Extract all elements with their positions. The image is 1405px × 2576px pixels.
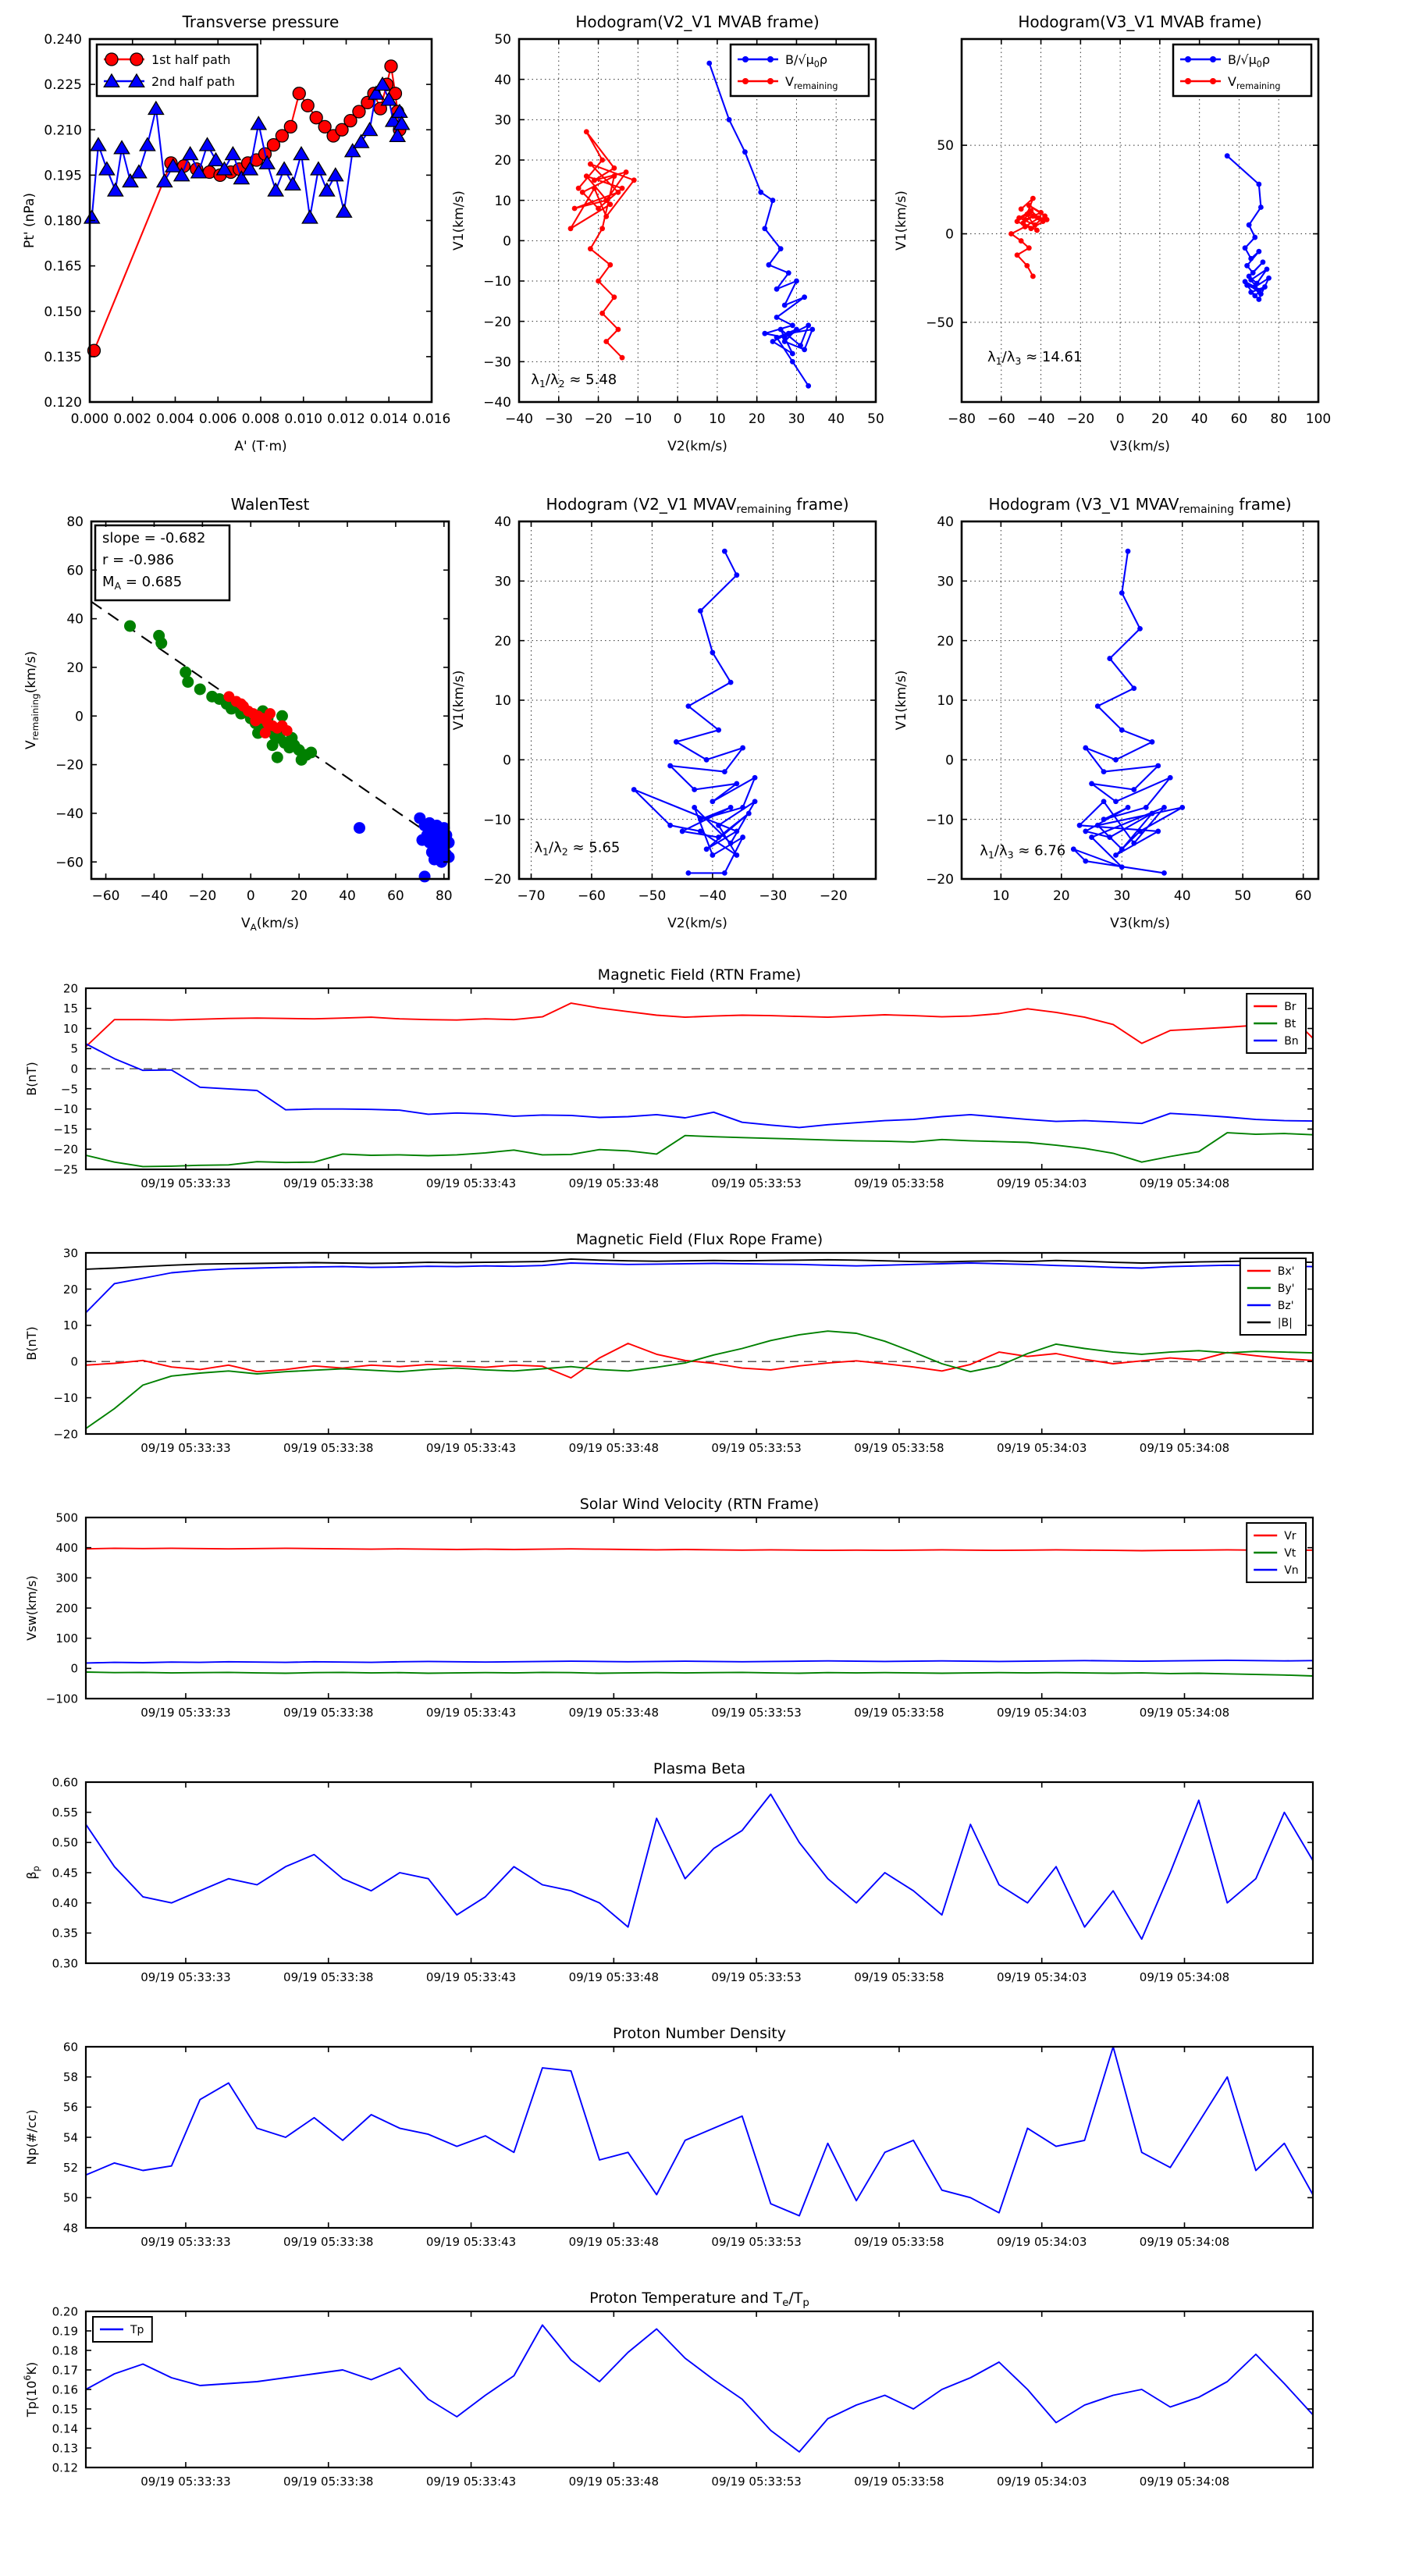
- y-tick-label: 0.18: [52, 2343, 78, 2358]
- y-tick-label: 0.165: [44, 258, 82, 275]
- y-tick-label: 0: [75, 709, 84, 725]
- y-tick-label: 400: [55, 1541, 78, 1556]
- y-tick-label: 0.210: [44, 123, 82, 139]
- chart-title: Solar Wind Velocity (RTN Frame): [579, 1496, 820, 1513]
- y-tick-label: 0.14: [52, 2421, 78, 2436]
- x-tick-label: 09/19 05:34:03: [997, 2235, 1087, 2249]
- y-tick-label: 10: [62, 1318, 78, 1333]
- x-tick-label: 09/19 05:33:48: [568, 1970, 660, 1984]
- y-tick-label: −20: [53, 1142, 78, 1157]
- chart-title: Magnetic Field (Flux Rope Frame): [575, 1231, 823, 1248]
- x-tick-label: 50: [1234, 888, 1251, 904]
- series-by-: [86, 1331, 1313, 1429]
- stats-line: slope = -0.682: [102, 530, 206, 546]
- y-tick-label: −50: [926, 315, 954, 332]
- y-tick-label: 0.16: [52, 2382, 78, 2397]
- y-tick-label: 10: [62, 1021, 78, 1036]
- y-tick-label: 5: [70, 1041, 78, 1056]
- x-tick-label: −50: [638, 888, 667, 904]
- x-tick-label: 20: [290, 888, 308, 904]
- y-tick-label: −40: [55, 806, 84, 822]
- chart-magnetic-field-flux-rope: [24, 1231, 1313, 1455]
- series-bn: [86, 1044, 1313, 1127]
- chart-hodogram-v2v1-mvav: [451, 495, 876, 931]
- y-axis-label: V1(km/s): [894, 670, 909, 731]
- x-tick-label: 0: [246, 888, 255, 904]
- y-tick-label: 0: [70, 1661, 78, 1676]
- x-tick-label: 30: [788, 411, 806, 427]
- y-tick-label: 0: [945, 753, 954, 769]
- y-axis-label: Np(#/cc): [24, 2109, 39, 2165]
- x-tick-label: 09/19 05:33:58: [854, 2235, 944, 2249]
- legend-label: Vr: [1284, 1530, 1297, 1543]
- x-tick-label: 09/19 05:33:48: [568, 1441, 660, 1455]
- x-tick-label: 09/19 05:33:53: [711, 2235, 802, 2249]
- y-tick-label: 30: [937, 574, 954, 590]
- x-tick-label: −10: [624, 411, 653, 427]
- x-tick-label: 0.010: [284, 411, 323, 427]
- y-tick-label: 0.15: [52, 2402, 78, 2417]
- chart-hodogram-v2v1-mvab: [451, 12, 884, 454]
- x-tick-label: 60: [1230, 411, 1248, 427]
- y-tick-label: 0.19: [52, 2324, 78, 2339]
- y-tick-label: −30: [483, 354, 511, 371]
- x-tick-label: 09/19 05:33:58: [854, 1970, 944, 1984]
- y-tick-label: 15: [62, 1002, 78, 1016]
- y-tick-label: 10: [494, 693, 511, 710]
- legend-label: |B|: [1277, 1317, 1293, 1330]
- chart-title: Hodogram(V3_V1 MVAB frame): [1018, 12, 1262, 31]
- y-axis-label: V1(km/s): [451, 670, 467, 731]
- x-tick-label: 100: [1305, 411, 1332, 427]
- legend-label: Bt: [1284, 1018, 1297, 1031]
- chart-solar-wind-velocity: [24, 1496, 1313, 1720]
- x-tick-label: −60: [91, 888, 120, 904]
- x-axis-label: V2(km/s): [667, 439, 727, 454]
- y-tick-label: 0.225: [44, 77, 82, 94]
- x-tick-label: 09/19 05:34:08: [1139, 1970, 1230, 1984]
- x-tick-label: 09/19 05:33:33: [140, 1441, 231, 1455]
- y-tick-label: 0.135: [44, 349, 82, 365]
- y-tick-label: −5: [60, 1082, 78, 1097]
- chart-title: Proton Number Density: [613, 2025, 786, 2042]
- x-axis-label: $V_A(km/s)$: [240, 916, 300, 933]
- x-tick-label: 09/19 05:34:08: [1139, 2235, 1230, 2249]
- x-tick-label: 0: [1115, 411, 1125, 427]
- y-tick-label: 0.180: [44, 213, 82, 229]
- x-axis-label: V3(km/s): [1110, 916, 1170, 931]
- y-tick-label: 0.17: [52, 2363, 78, 2378]
- series-v-remaining: [571, 132, 634, 358]
- y-axis-label: Pt' (nPa): [22, 193, 37, 248]
- x-tick-label: 30: [1113, 888, 1131, 904]
- series-br: [86, 1003, 1313, 1047]
- series-bt: [86, 1133, 1313, 1166]
- y-axis-label: B(nT): [24, 1326, 39, 1361]
- x-tick-label: 09/19 05:34:08: [1139, 2475, 1230, 2489]
- y-tick-label: −40: [483, 395, 511, 411]
- legend-label: $V_{remaining}$: [785, 73, 838, 91]
- y-tick-label: 0.60: [52, 1775, 78, 1790]
- x-tick-label: 09/19 05:33:43: [425, 2475, 517, 2489]
- y-tick-label: 20: [62, 981, 78, 996]
- x-tick-label: 80: [1270, 411, 1288, 427]
- legend: [1240, 1258, 1306, 1335]
- y-tick-label: 80: [66, 514, 84, 531]
- y-tick-label: 0: [70, 1354, 78, 1369]
- x-tick-label: 09/19 05:33:43: [425, 1176, 517, 1190]
- y-tick-label: 0.120: [44, 395, 82, 411]
- series-tp: [86, 2325, 1313, 2453]
- y-axis-label: Vsw(km/s): [24, 1575, 39, 1641]
- x-tick-label: −30: [544, 411, 573, 427]
- stats-line: $M_A = 0.685$: [102, 574, 183, 592]
- x-tick-label: 09/19 05:33:53: [711, 1706, 802, 1720]
- y-tick-label: 0.150: [44, 304, 82, 320]
- x-tick-label: 09/19 05:33:38: [283, 1970, 374, 1984]
- x-tick-label: 09/19 05:34:08: [1139, 1176, 1230, 1190]
- x-tick-label: 0.012: [327, 411, 365, 427]
- chart-hodogram-v3v1-mvab: [894, 12, 1331, 454]
- y-tick-label: 60: [62, 2040, 78, 2055]
- y-axis-label: V1(km/s): [894, 190, 909, 251]
- x-tick-label: 09/19 05:33:58: [854, 1441, 944, 1455]
- chart-walen-test: [23, 495, 455, 933]
- y-tick-label: 500: [55, 1510, 78, 1525]
- y-tick-label: 54: [62, 2130, 78, 2145]
- legend: [731, 44, 869, 96]
- y-axis-label: $\beta_p$: [24, 1866, 41, 1880]
- y-tick-label: 0.240: [44, 32, 82, 48]
- y-tick-label: 0.50: [52, 1835, 78, 1850]
- y-tick-label: 0.40: [52, 1896, 78, 1911]
- x-tick-label: 0.006: [198, 411, 237, 427]
- x-tick-label: 40: [339, 888, 356, 904]
- x-tick-label: 09/19 05:34:03: [997, 2475, 1087, 2489]
- x-tick-label: −60: [578, 888, 606, 904]
- x-tick-label: −30: [759, 888, 788, 904]
- y-tick-label: 52: [62, 2161, 78, 2176]
- y-tick-label: 0.12: [52, 2460, 78, 2475]
- x-tick-label: 09/19 05:33:48: [568, 2475, 660, 2489]
- axes-frame: [86, 2311, 1313, 2467]
- legend-label: 1st half path: [151, 52, 231, 67]
- x-tick-label: −40: [505, 411, 533, 427]
- y-tick-label: −100: [45, 1692, 78, 1706]
- y-tick-label: 0.55: [52, 1806, 78, 1820]
- y-tick-label: −20: [53, 1427, 78, 1442]
- legend-label: Bz': [1277, 1300, 1294, 1313]
- x-tick-label: 09/19 05:34:08: [1139, 1706, 1230, 1720]
- x-tick-label: 10: [709, 411, 726, 427]
- y-tick-label: 0.35: [52, 1926, 78, 1941]
- x-tick-label: −40: [140, 888, 169, 904]
- y-tick-label: 0.45: [52, 1866, 78, 1880]
- x-tick-label: −80: [948, 411, 976, 427]
- x-tick-label: 09/19 05:33:43: [425, 1441, 517, 1455]
- y-axis-label: $V_{remaining}(km/s)$: [23, 651, 41, 749]
- x-tick-label: 0.016: [412, 411, 451, 427]
- annotation: $\lambda_1/\lambda_2 \approx 5.48$: [531, 371, 617, 390]
- series-v-path: [1073, 551, 1182, 873]
- x-tick-label: 20: [1052, 888, 1070, 904]
- y-tick-label: −20: [55, 757, 84, 774]
- legend: [1247, 994, 1306, 1053]
- x-tick-label: 0.008: [241, 411, 280, 427]
- y-tick-label: 10: [937, 693, 954, 710]
- y-tick-label: 0.20: [52, 2304, 78, 2319]
- x-tick-label: 09/19 05:33:33: [140, 1970, 231, 1984]
- y-tick-label: 100: [55, 1631, 78, 1646]
- x-tick-label: 09/19 05:33:53: [711, 1441, 802, 1455]
- y-tick-label: −20: [483, 314, 511, 330]
- legend: [97, 44, 258, 96]
- x-tick-label: 09/19 05:33:33: [140, 2475, 231, 2489]
- legend-label: Tp: [130, 2324, 144, 2337]
- x-tick-label: 60: [1294, 888, 1312, 904]
- axes-frame: [86, 1782, 1313, 1963]
- legend-box: [1240, 1258, 1306, 1335]
- series-np: [86, 2047, 1313, 2216]
- legend-label: Bx': [1277, 1265, 1295, 1279]
- legend-label: Bn: [1284, 1035, 1299, 1048]
- chart-title: Transverse pressure: [182, 12, 340, 31]
- y-tick-label: −20: [483, 872, 511, 888]
- y-tick-label: 20: [494, 153, 511, 169]
- y-tick-label: 50: [62, 2190, 78, 2205]
- chart-hodogram-v3v1-mvav: [894, 495, 1318, 931]
- y-tick-label: 10: [494, 193, 511, 209]
- x-tick-label: 80: [435, 888, 453, 904]
- axes-frame: [962, 521, 1318, 879]
- y-tick-label: 0: [945, 226, 954, 243]
- x-tick-label: 0.000: [70, 411, 109, 427]
- y-tick-label: 60: [66, 563, 84, 579]
- x-tick-label: 09/19 05:33:38: [283, 2475, 374, 2489]
- x-tick-label: 09/19 05:34:03: [997, 1706, 1087, 1720]
- legend: [93, 2317, 152, 2342]
- x-tick-label: −20: [1066, 411, 1095, 427]
- y-tick-label: 40: [66, 611, 84, 628]
- x-tick-label: 09/19 05:33:33: [140, 2235, 231, 2249]
- x-tick-label: 09/19 05:33:48: [568, 2235, 660, 2249]
- x-tick-label: 09/19 05:33:43: [425, 2235, 517, 2249]
- y-axis-label: B(nT): [24, 1062, 39, 1096]
- x-tick-label: −20: [188, 888, 217, 904]
- x-tick-label: 09/19 05:33:53: [711, 1176, 802, 1190]
- y-tick-label: 50: [937, 138, 954, 155]
- chart-title: Hodogram (V2_V1 $MVAV_{remaining}$ frame): [546, 495, 849, 516]
- x-tick-label: 09/19 05:33:58: [854, 1176, 944, 1190]
- x-tick-label: 09/19 05:33:33: [140, 1706, 231, 1720]
- y-tick-label: 0.195: [44, 168, 82, 184]
- x-tick-label: 09/19 05:33:38: [283, 2235, 374, 2249]
- y-tick-label: 0: [503, 753, 511, 769]
- y-tick-label: −15: [53, 1122, 78, 1137]
- y-tick-label: 50: [494, 32, 511, 48]
- chart-title: Plasma Beta: [653, 1760, 746, 1777]
- legend: [1247, 1523, 1306, 1582]
- y-tick-label: 0.30: [52, 1956, 78, 1971]
- series-vn: [86, 1660, 1313, 1663]
- x-tick-label: 0.014: [369, 411, 408, 427]
- x-tick-label: 09/19 05:34:08: [1139, 1441, 1230, 1455]
- x-tick-label: 40: [1190, 411, 1208, 427]
- x-tick-label: 09/19 05:33:48: [568, 1176, 660, 1190]
- chart-proton-number-density: [24, 2025, 1313, 2249]
- x-tick-label: 60: [387, 888, 404, 904]
- x-tick-label: 09/19 05:33:43: [425, 1706, 517, 1720]
- legend-label: $B/√\mu_0\rho$: [1228, 52, 1271, 69]
- x-tick-label: 09/19 05:33:58: [854, 1706, 944, 1720]
- y-tick-label: −10: [483, 274, 511, 290]
- series-vr: [86, 1548, 1313, 1550]
- legend-label: $V_{remaining}$: [1228, 73, 1281, 91]
- x-tick-label: 09/19 05:33:58: [854, 2475, 944, 2489]
- y-tick-label: −20: [926, 872, 954, 888]
- y-tick-label: 0: [503, 233, 511, 250]
- x-tick-label: 09/19 05:34:03: [997, 1176, 1087, 1190]
- y-tick-label: 58: [62, 2070, 78, 2085]
- y-tick-label: 40: [937, 514, 954, 531]
- y-tick-label: 0.13: [52, 2441, 78, 2456]
- x-tick-label: 40: [827, 411, 845, 427]
- y-tick-label: 40: [494, 514, 511, 531]
- chart-title: Proton Temperature and $T_e/T_p$: [589, 2290, 809, 2309]
- chart-transverse-pressure: [22, 12, 450, 454]
- y-tick-label: 30: [494, 112, 511, 129]
- axes-frame: [86, 2047, 1313, 2228]
- y-tick-label: −10: [53, 1391, 78, 1405]
- x-tick-label: 09/19 05:33:38: [283, 1176, 374, 1190]
- y-tick-label: 30: [62, 1246, 78, 1261]
- y-tick-label: 20: [937, 633, 954, 649]
- y-tick-label: 300: [55, 1571, 78, 1585]
- x-tick-label: 20: [1151, 411, 1168, 427]
- chart-title: Hodogram(V2_V1 MVAB frame): [575, 12, 820, 31]
- y-tick-label: 20: [66, 660, 84, 677]
- legend-label: Vn: [1284, 1564, 1299, 1578]
- x-tick-label: −40: [1026, 411, 1055, 427]
- y-tick-label: 30: [494, 574, 511, 590]
- chart-magnetic-field-rtn: [24, 966, 1313, 1190]
- x-tick-label: 09/19 05:33:43: [425, 1970, 517, 1984]
- x-tick-label: 0: [673, 411, 682, 427]
- x-axis-label: V2(km/s): [667, 916, 727, 931]
- series-beta-p: [86, 1795, 1313, 1940]
- x-tick-label: −20: [819, 888, 848, 904]
- stats-line: r = -0.986: [102, 552, 174, 568]
- x-tick-label: 09/19 05:33:33: [140, 1176, 231, 1190]
- x-tick-label: 09/19 05:33:38: [283, 1706, 374, 1720]
- axes-frame: [86, 988, 1313, 1169]
- legend-label: By': [1277, 1283, 1295, 1296]
- x-tick-label: 09/19 05:34:03: [997, 1970, 1087, 1984]
- y-tick-label: 0: [70, 1062, 78, 1076]
- y-tick-label: −10: [483, 812, 511, 828]
- x-tick-label: 09/19 05:33:48: [568, 1706, 660, 1720]
- y-tick-label: −60: [55, 855, 84, 871]
- y-tick-label: 48: [62, 2221, 78, 2236]
- annotation: $\lambda_1/\lambda_3 \approx 14.61$: [987, 348, 1083, 367]
- legend-label: Br: [1284, 1001, 1297, 1014]
- chart-proton-temperature: [23, 2290, 1313, 2489]
- x-tick-label: 09/19 05:33:38: [283, 1441, 374, 1455]
- y-tick-label: 20: [62, 1282, 78, 1297]
- y-tick-label: −10: [53, 1102, 78, 1117]
- chart-title: Magnetic Field (RTN Frame): [597, 966, 802, 984]
- chart-title: Hodogram (V3_V1 $MVAV_{remaining}$ frame): [988, 495, 1292, 516]
- x-axis-label: A' (T·m): [234, 439, 287, 454]
- series-b-sqrt-mu0-rho-: [710, 63, 813, 386]
- x-tick-label: 50: [867, 411, 884, 427]
- x-tick-label: −60: [987, 411, 1016, 427]
- chart-plasma-beta: [24, 1760, 1313, 1984]
- axes-frame: [86, 1253, 1313, 1434]
- x-tick-label: 0.002: [113, 411, 152, 427]
- axes-frame: [86, 1517, 1313, 1699]
- x-tick-label: 09/19 05:34:03: [997, 1441, 1087, 1455]
- x-tick-label: 10: [992, 888, 1010, 904]
- series-bz-: [86, 1263, 1313, 1313]
- y-tick-label: 200: [55, 1601, 78, 1616]
- y-tick-label: 40: [494, 72, 511, 88]
- annotation: $\lambda_1/\lambda_3 \approx 6.76$: [980, 842, 1066, 861]
- y-axis-label: $Tp(10^6K)$: [23, 2361, 39, 2418]
- x-tick-label: −20: [584, 411, 613, 427]
- legend-label: Vt: [1284, 1547, 1297, 1560]
- x-tick-label: 09/19 05:33:53: [711, 1970, 802, 1984]
- legend-label: $B/√\mu_0\rho$: [785, 52, 828, 69]
- x-tick-label: −70: [517, 888, 546, 904]
- y-tick-label: −10: [926, 812, 954, 828]
- x-tick-label: 40: [1173, 888, 1191, 904]
- x-tick-label: 0.004: [156, 411, 194, 427]
- legend-label: 2nd half path: [151, 73, 236, 89]
- x-tick-label: −40: [698, 888, 727, 904]
- annotation: $\lambda_1/\lambda_2 \approx 5.65$: [534, 839, 621, 858]
- series-vt: [86, 1672, 1313, 1676]
- y-tick-label: −25: [53, 1162, 78, 1177]
- y-tick-label: 56: [62, 2100, 78, 2115]
- x-tick-label: 20: [748, 411, 766, 427]
- legend: [1173, 44, 1311, 96]
- x-tick-label: 09/19 05:33:53: [711, 2475, 802, 2489]
- y-axis-label: V1(km/s): [451, 190, 467, 251]
- chart-title: WalenTest: [230, 495, 310, 514]
- y-tick-label: 20: [494, 633, 511, 649]
- x-axis-label: V3(km/s): [1110, 439, 1170, 454]
